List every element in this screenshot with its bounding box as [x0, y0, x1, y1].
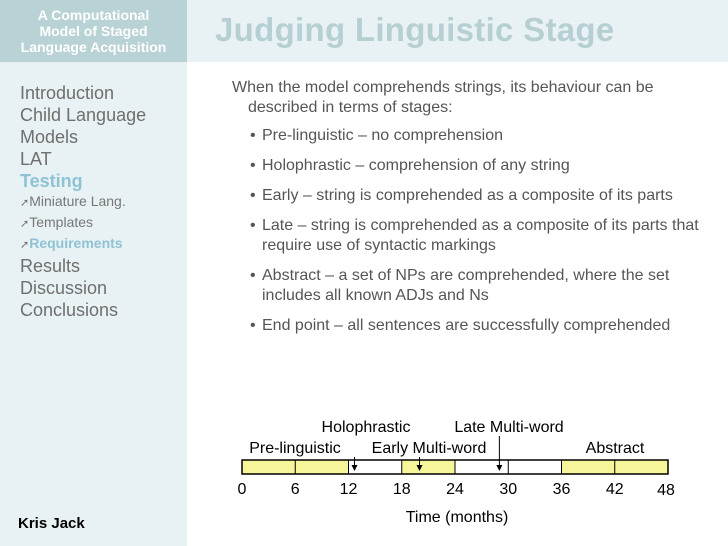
arrow-icon: ➚: [20, 197, 30, 209]
list-item-text: Late – string is comprehended as a composite of its parts that require use of syntactic markings: [262, 217, 699, 254]
timeline-tick-label: 12: [339, 481, 358, 498]
timeline-bar: [242, 460, 668, 474]
nav-item-conclusions[interactable]: Conclusions: [20, 300, 119, 320]
author-name: Kris Jack: [18, 515, 85, 532]
arrow-icon: ➚: [20, 218, 30, 230]
nav-sub-requirements[interactable]: [20, 234, 146, 255]
badge-line: Language Acquisition: [20, 39, 167, 55]
bullet-icon: •: [250, 127, 256, 144]
timeline-tick-label: 24: [446, 481, 464, 498]
timeline-tick-label: 42: [605, 481, 624, 498]
timeline-tick-label: 0: [237, 481, 247, 498]
list-item: [232, 126, 708, 146]
badge-line: Model of Staged: [39, 23, 148, 39]
list-item: [232, 216, 708, 256]
list-item: [232, 266, 708, 306]
bullet-icon: •: [250, 217, 256, 234]
arrowhead-icon: [496, 465, 502, 471]
timeline-stage-label: Holophrastic: [321, 419, 411, 436]
timeline-stage-label: Late Multi-word: [454, 419, 564, 436]
list-item: [232, 156, 708, 176]
bullet-icon: •: [250, 317, 256, 334]
nav-item-results[interactable]: Results: [20, 256, 81, 276]
nav-sub-templates[interactable]: [20, 213, 146, 234]
bullet-icon: •: [250, 187, 256, 204]
timeline-highlight-segment: [562, 460, 669, 474]
nav-sub-label: Templates: [29, 214, 94, 230]
nav-item-introduction[interactable]: Introduction: [20, 83, 115, 103]
timeline-tick-label: 36: [552, 481, 571, 498]
nav-item-lat[interactable]: LAT: [20, 149, 52, 169]
timeline-highlight-segment: [402, 460, 455, 474]
nav-item-child-language[interactable]: Child Language: [20, 105, 147, 125]
nav-sub-label: Miniature Lang.: [29, 193, 126, 209]
nav-item-testing[interactable]: Testing: [20, 171, 83, 191]
timeline-tick-label: 18: [392, 481, 411, 498]
list-item-text: Early – string is comprehended as a composite of its parts: [262, 187, 673, 204]
list-item-text: Holophrastic – comprehension of any string: [262, 157, 570, 174]
timeline-stage-label: Pre-linguistic: [249, 440, 341, 457]
list-item-text: End point – all sentences are successfully comprehended: [262, 317, 671, 334]
presentation-badge: [0, 0, 187, 62]
timeline-tick-label: 30: [499, 481, 518, 498]
bullet-icon: •: [250, 267, 256, 284]
list-item: [232, 186, 708, 206]
list-item: [232, 316, 708, 336]
badge-line: A Computational: [37, 7, 150, 23]
arrow-icon: ➚: [20, 239, 30, 251]
timeline-tick-label: 48: [657, 482, 675, 499]
bullet-icon: •: [250, 157, 256, 174]
nav-item-models[interactable]: Models: [20, 127, 79, 147]
nav-item-discussion[interactable]: Discussion: [20, 278, 108, 298]
list-item-text: Pre-linguistic – no comprehension: [262, 127, 504, 144]
slide-title: Judging Linguistic Stage: [215, 11, 615, 48]
timeline-stage-label: Early Multi-word: [371, 440, 487, 457]
timeline-highlight-segment: [242, 460, 349, 474]
timeline-gridlines: [295, 460, 615, 474]
timeline-axis-label: Time (months): [405, 509, 509, 526]
slide-content: [232, 78, 708, 346]
intro-text: When the model comprehends strings, its behaviour can be described in terms of stages:: [232, 79, 654, 116]
section-nav: [20, 82, 146, 321]
nav-sub-miniature-lang[interactable]: [20, 192, 146, 213]
timeline-segments: [242, 460, 668, 474]
nav-sub-label: Requirements: [29, 235, 123, 251]
timeline-tick-labels: [238, 481, 675, 499]
stage-list: [232, 126, 708, 336]
arrowhead-icon: [417, 465, 423, 471]
arrowhead-icon: [352, 465, 358, 471]
list-item-text: Abstract – a set of NPs are comprehended, where the set includes all known ADJs and Ns: [262, 267, 670, 304]
timeline-stage-markers: [249, 419, 645, 471]
timeline-tick-label: 6: [290, 481, 300, 498]
timeline-stage-label: Abstract: [585, 440, 645, 457]
